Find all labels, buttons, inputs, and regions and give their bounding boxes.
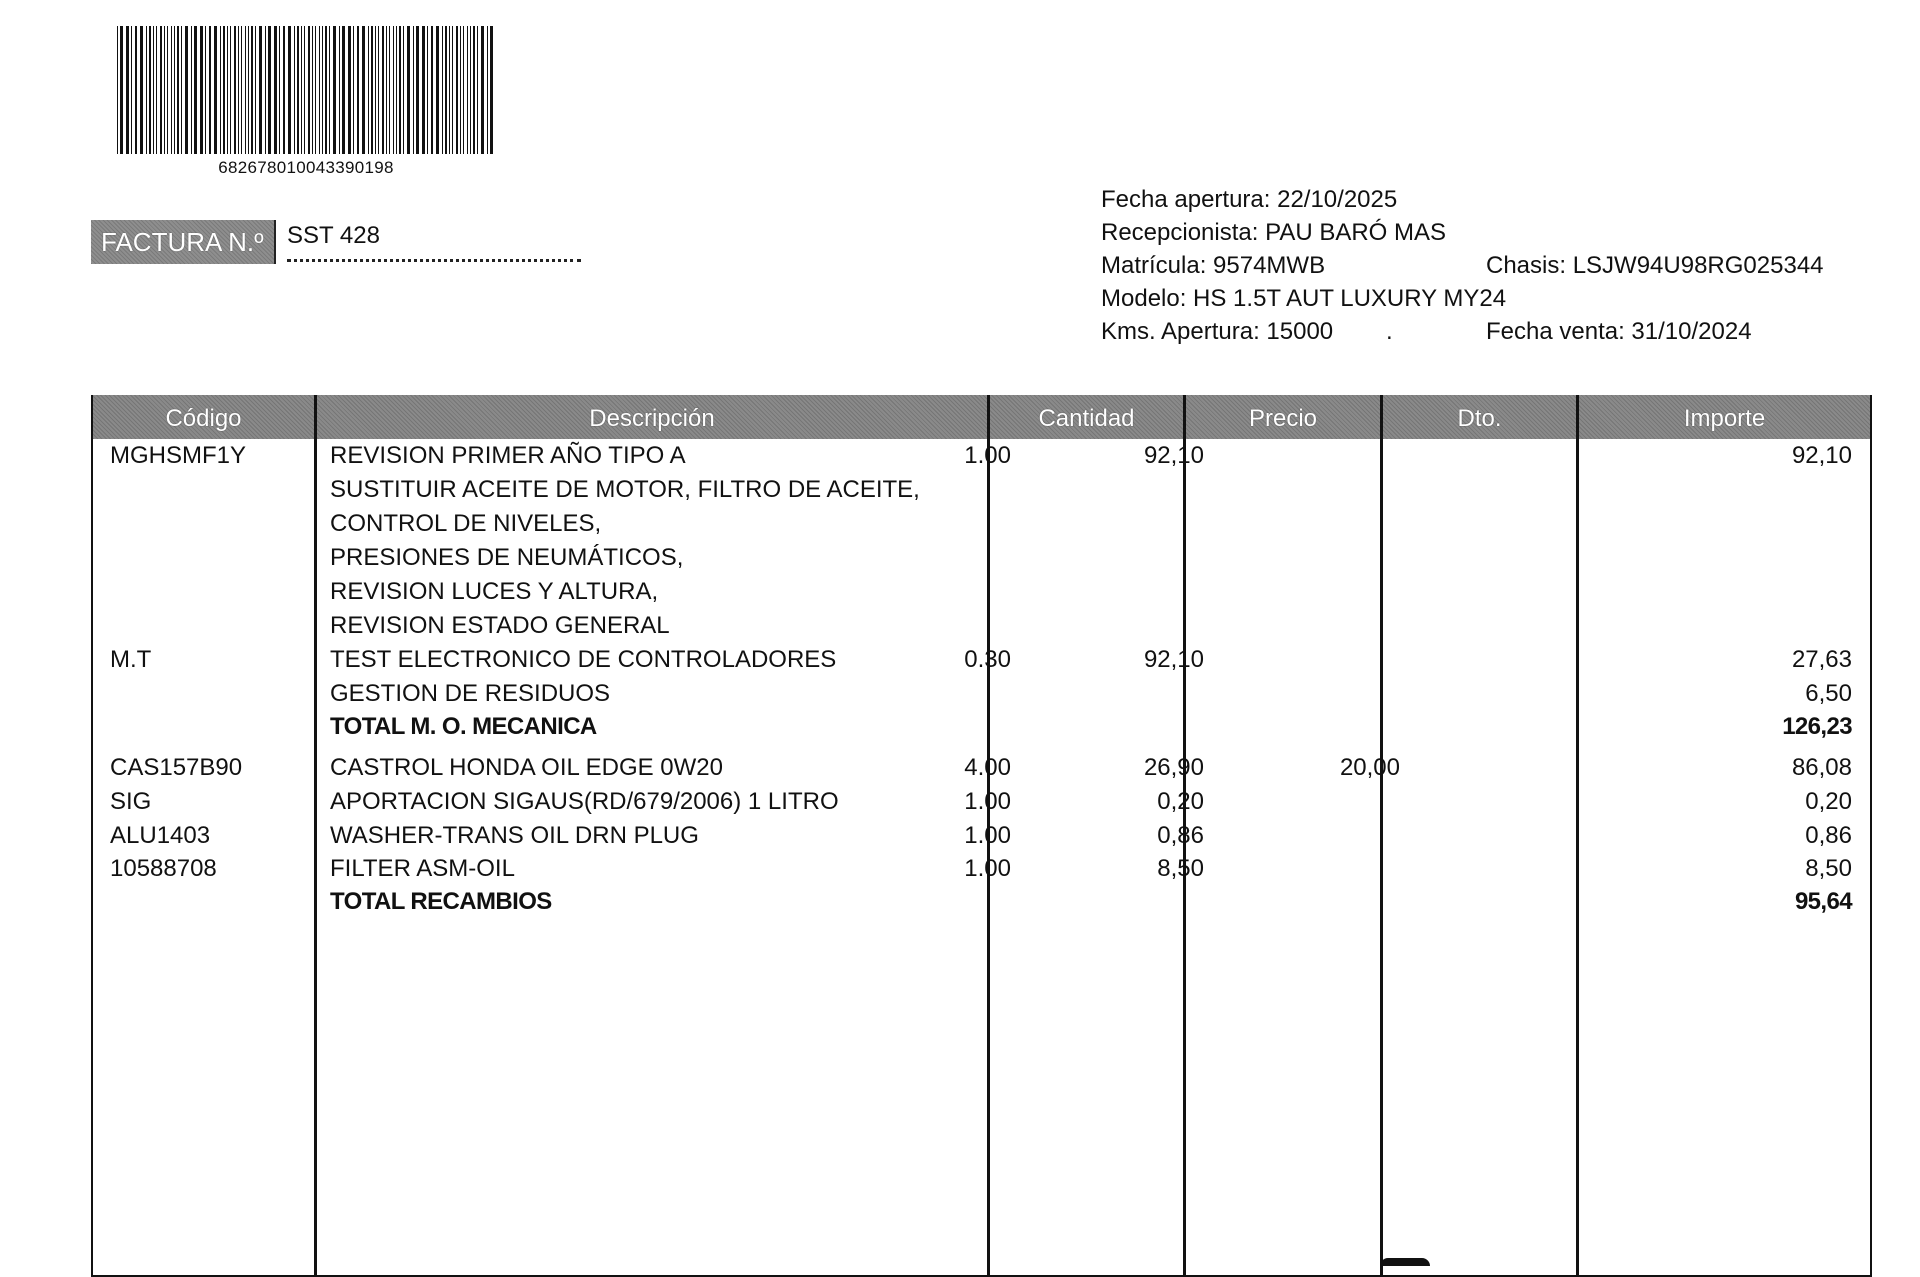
total-row <box>93 885 1870 919</box>
cell-descripcion: PRESIONES DE NEUMÁTICOS, <box>330 544 684 571</box>
table-row <box>93 751 1870 785</box>
barcode-bar <box>339 26 340 154</box>
cell-importe: 126,23 <box>1782 713 1852 740</box>
barcode-bar <box>241 26 242 154</box>
barcode-bar <box>227 26 228 154</box>
model: Modelo: HS 1.5T AUT LUXURY MY24 <box>1101 285 1507 312</box>
barcode-bar <box>255 26 256 154</box>
cell-descripcion: CONTROL DE NIVELES, <box>330 510 602 537</box>
cell-codigo: ALU1403 <box>110 822 211 849</box>
cell-importe: 27,63 <box>1791 646 1852 673</box>
barcode-bar <box>445 26 447 154</box>
barcode-bar <box>490 26 493 154</box>
barcode-bar <box>416 26 419 154</box>
barcode-bar <box>174 26 175 154</box>
cell-descripcion: TEST ELECTRONICO DE CONTROLADORES <box>330 646 837 673</box>
barcode-bar <box>473 26 475 154</box>
info-line <box>1101 216 1901 249</box>
barcode-bar <box>209 26 211 154</box>
barcode-bar <box>463 26 464 154</box>
barcode-bar <box>456 26 458 154</box>
barcode-bar <box>477 26 478 154</box>
barcode-bar <box>319 26 320 154</box>
barcode-bar <box>160 26 162 154</box>
barcode-bar <box>200 26 203 154</box>
header-importe: Importe <box>1683 405 1766 432</box>
barcode-bar <box>333 26 336 154</box>
barcode-bar <box>234 26 236 154</box>
cell-codigo: M.T <box>110 646 152 673</box>
cell-dto: 20,00 <box>1339 754 1400 781</box>
barcode-bar <box>481 26 484 154</box>
invoice-number-row <box>91 220 581 266</box>
barcode-bar <box>325 26 327 154</box>
barcode-bar <box>399 26 401 154</box>
cell-cantidad: 4.00 <box>964 754 1011 781</box>
barcode-bar <box>146 26 147 154</box>
barcode-bar <box>442 26 443 154</box>
vehicle-info <box>1101 183 1901 348</box>
table-row <box>93 575 1870 609</box>
opening-kms: Kms. Apertura: 15000 <box>1101 318 1334 345</box>
barcode-bar <box>487 26 488 154</box>
barcode-bar <box>396 26 397 154</box>
barcode-bar <box>378 26 379 154</box>
kms-mark: . <box>1386 318 1393 345</box>
info-line <box>1101 183 1901 216</box>
barcode-bar <box>431 26 433 154</box>
table-header <box>93 395 1870 439</box>
barcode-bar <box>413 26 414 154</box>
barcode-bar <box>248 26 249 154</box>
table-row <box>93 852 1870 886</box>
barcode-bar <box>389 26 390 154</box>
barcode-bar <box>185 26 188 154</box>
table-row <box>93 473 1870 507</box>
cell-precio: 92,10 <box>1143 442 1204 469</box>
barcode-bar <box>238 26 239 154</box>
info-line <box>1101 315 1901 348</box>
header-dto: Dto. <box>1457 405 1502 432</box>
barcode-bar <box>191 26 192 154</box>
cell-importe: 86,08 <box>1791 754 1852 781</box>
table-row <box>93 819 1870 853</box>
barcode-bar <box>348 26 351 154</box>
barcode-bar <box>382 26 384 154</box>
barcode-bar <box>279 26 280 154</box>
cell-descripcion: REVISION PRIMER AÑO TIPO A <box>330 442 686 469</box>
cell-descripcion: TOTAL M. O. MECANICA <box>330 713 597 740</box>
barcode-bar <box>283 26 285 154</box>
header-codigo: Código <box>165 405 242 432</box>
cell-cantidad: 1.00 <box>964 822 1011 849</box>
table-row <box>93 439 1870 473</box>
cell-descripcion: TOTAL RECAMBIOS <box>330 888 552 915</box>
barcode-bar <box>436 26 439 154</box>
header-descripcion: Descripción <box>589 405 715 432</box>
barcode-bar <box>126 26 129 154</box>
barcode-bar <box>371 26 373 154</box>
cell-descripcion: GESTION DE RESIDUOS <box>330 680 611 707</box>
license-plate: Matrícula: 9574MWB <box>1101 252 1326 279</box>
cell-precio: 0,20 <box>1157 788 1204 815</box>
barcode-bar <box>268 26 271 154</box>
barcode-bar <box>149 26 151 154</box>
barcode-bar <box>131 26 132 154</box>
barcode-bar <box>386 26 387 154</box>
barcode-bar <box>375 26 376 154</box>
barcode-bar <box>223 26 225 154</box>
table-row <box>93 785 1870 819</box>
cell-importe: 92,10 <box>1791 442 1852 469</box>
barcode <box>115 26 497 178</box>
barcode-bar <box>470 26 471 154</box>
chassis: Chasis: LSJW94U98RG025344 <box>1486 252 1824 279</box>
cell-descripcion: WASHER-TRANS OIL DRN PLUG <box>330 822 699 849</box>
barcode-bar <box>403 26 404 154</box>
cell-importe: 95,64 <box>1794 888 1852 915</box>
dotted-line <box>287 259 581 262</box>
total-row <box>93 710 1870 744</box>
cell-codigo: MGHSMF1Y <box>110 442 247 469</box>
barcode-bar <box>156 26 157 154</box>
barcode-bar <box>422 26 425 154</box>
table-row <box>93 541 1870 575</box>
cell-precio: 26,90 <box>1143 754 1204 781</box>
table-row <box>93 507 1870 541</box>
cell-importe: 8,50 <box>1805 855 1852 882</box>
barcode-bar <box>167 26 168 154</box>
cell-cantidad: 1.00 <box>964 788 1011 815</box>
invoice-label: FACTURA N.º <box>91 220 276 264</box>
invoice-table <box>91 395 1872 1277</box>
barcode-bar <box>312 26 313 154</box>
barcode-bar <box>117 26 118 154</box>
barcode-bar <box>357 26 359 154</box>
header-cantidad: Cantidad <box>1038 405 1135 432</box>
page-mark <box>1380 1258 1430 1266</box>
header-precio: Precio <box>1248 405 1318 432</box>
barcode-bar <box>259 26 262 154</box>
barcode-bar <box>362 26 365 154</box>
cell-codigo: SIG <box>110 788 152 815</box>
barcode-bar <box>449 26 450 154</box>
cell-descripcion: SUSTITUIR ACEITE DE MOTOR, FILTRO DE ACEITE, <box>330 476 920 503</box>
barcode-bar <box>353 26 354 154</box>
barcode-bar <box>294 26 295 154</box>
barcode-bar <box>135 26 137 154</box>
barcode-bar <box>265 26 266 154</box>
cell-cantidad: 0.30 <box>964 646 1011 673</box>
info-line <box>1101 282 1901 315</box>
barcode-bar <box>467 26 468 154</box>
barcode-bar <box>230 26 231 154</box>
barcode-bar <box>393 26 394 154</box>
cell-importe: 0,86 <box>1805 822 1852 849</box>
barcode-bar <box>301 26 302 154</box>
sale-date: Fecha venta: 31/10/2024 <box>1486 318 1752 345</box>
barcode-bar <box>120 26 123 154</box>
cell-descripcion: REVISION ESTADO GENERAL <box>330 612 670 639</box>
barcode-bar <box>407 26 410 154</box>
barcode-bar <box>274 26 277 154</box>
cell-cantidad: 1.00 <box>964 855 1011 882</box>
info-line <box>1101 249 1901 282</box>
cell-cantidad: 1.00 <box>964 442 1011 469</box>
cell-descripcion: APORTACION SIGAUS(RD/679/2006) 1 LITRO <box>330 788 839 815</box>
barcode-bar <box>315 26 316 154</box>
cell-importe: 6,50 <box>1805 680 1852 707</box>
cell-precio: 92,10 <box>1143 646 1204 673</box>
barcode-bar <box>297 26 299 154</box>
barcode-bar <box>171 26 172 154</box>
cell-descripcion: FILTER ASM-OIL <box>330 855 515 882</box>
opening-date: Fecha apertura: 22/10/2025 <box>1101 186 1398 213</box>
table-row <box>93 643 1870 677</box>
barcode-bar <box>368 26 369 154</box>
barcode-bar <box>140 26 143 154</box>
cell-precio: 0,86 <box>1157 822 1204 849</box>
barcode-icon <box>115 26 497 156</box>
barcode-bar <box>177 26 179 154</box>
barcode-bar <box>251 26 253 154</box>
barcode-bar <box>194 26 197 154</box>
barcode-bar <box>452 26 453 154</box>
table-row <box>93 677 1870 711</box>
cell-importe: 0,20 <box>1805 788 1852 815</box>
barcode-bar <box>214 26 217 154</box>
cell-descripcion: CASTROL HONDA OIL EDGE 0W20 <box>330 754 723 781</box>
barcode-bar <box>245 26 246 154</box>
invoice-number: SST 428 <box>287 222 380 249</box>
receptionist: Recepcionista: PAU BARÓ MAS <box>1101 219 1447 246</box>
cell-precio: 8,50 <box>1157 855 1204 882</box>
barcode-bar <box>288 26 291 154</box>
barcode-bar <box>329 26 330 154</box>
barcode-bar <box>460 26 461 154</box>
barcode-bar <box>164 26 165 154</box>
barcode-bar <box>153 26 154 154</box>
barcode-bar <box>342 26 345 154</box>
cell-codigo: CAS157B90 <box>110 754 243 781</box>
barcode-number: 682678010043390198 <box>218 158 394 177</box>
barcode-bar <box>322 26 323 154</box>
barcode-bar <box>427 26 428 154</box>
cell-codigo: 10588708 <box>110 855 217 882</box>
barcode-bar <box>181 26 182 154</box>
barcode-bar <box>308 26 310 154</box>
table-row <box>93 609 1870 643</box>
barcode-bar <box>205 26 206 154</box>
barcode-bar <box>220 26 221 154</box>
cell-descripcion: REVISION LUCES Y ALTURA, <box>330 578 659 605</box>
barcode-bar <box>304 26 305 154</box>
